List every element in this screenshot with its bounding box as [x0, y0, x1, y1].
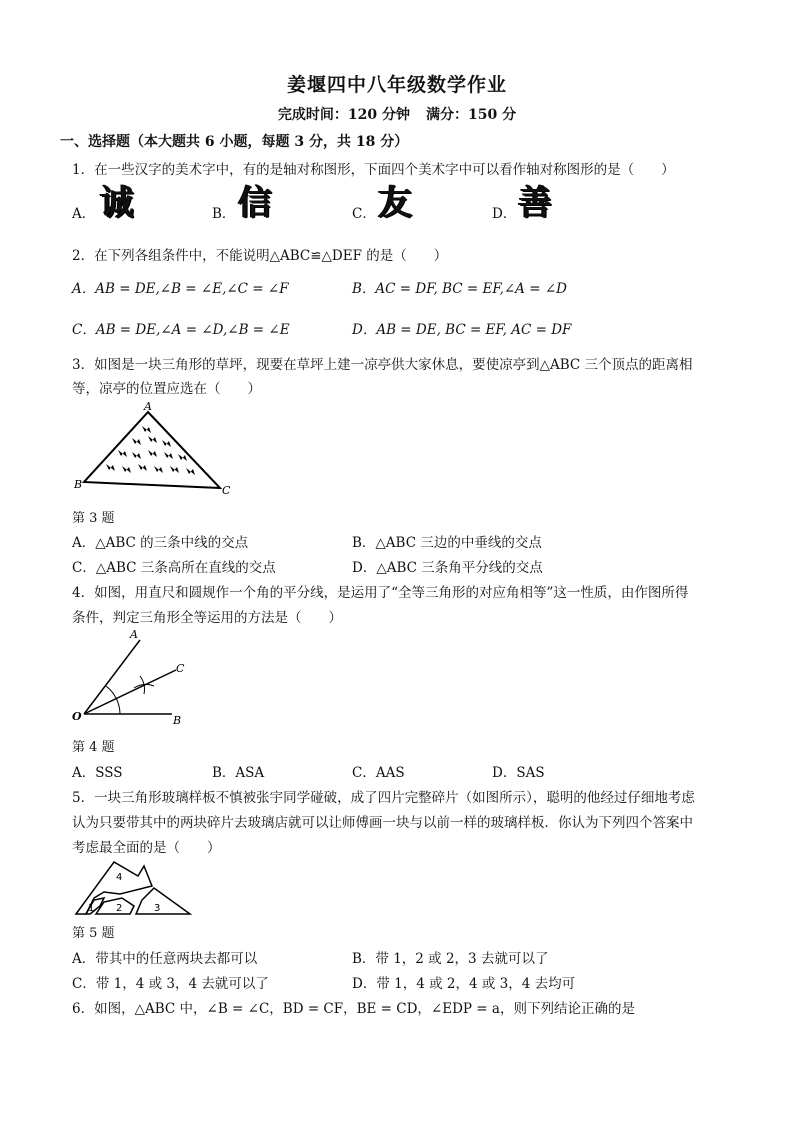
q5-option-a: A．带其中的任意两块去都可以 — [72, 951, 258, 967]
ray-oa — [84, 640, 140, 714]
piece-3-label: 3 — [154, 903, 161, 914]
q5-option-c: C．带 1，4 或 3，4 去就可以了 — [72, 976, 269, 992]
q1-option-c-label: C． — [352, 206, 376, 222]
q4-stem-line2: 条件，判定三角形全等运用的方法是（ ） — [72, 610, 342, 626]
point-a-label: A — [130, 628, 138, 641]
ray-oc — [84, 670, 176, 714]
q2-option-b: B．AC = DF, BC = EF,∠A = ∠D — [352, 281, 567, 297]
q1-stem: 1．在一些汉字的美术字中，有的是轴对称图形，下面四个美术字中可以看作轴对称图形的是（ ） — [72, 162, 675, 178]
q1-option-b-glyph: 信 — [238, 183, 272, 223]
piece-2-label: 2 — [116, 903, 123, 914]
q3-option-c: C．△ABC 三条高所在直线的交点 — [72, 560, 276, 576]
q3-option-b: B．△ABC 三边的中垂线的交点 — [352, 535, 542, 551]
q2-option-a: A．AB = DE,∠B = ∠E,∠C = ∠F — [72, 281, 289, 297]
piece-1-label: 1 — [88, 903, 95, 914]
q4-bisector-figure — [72, 626, 202, 731]
q5-stem-line3: 考虑最全面的是（ ） — [72, 840, 221, 856]
q4-option-b: B．ASA — [212, 765, 265, 781]
q3-triangle-figure — [70, 400, 240, 500]
q4-caption: 第 4 题 — [72, 740, 115, 755]
lawn-grass-marks — [106, 426, 195, 475]
q1-option-a-label: A． — [72, 206, 96, 222]
point-o-label: O — [72, 710, 82, 723]
page-subtitle — [0, 104, 794, 124]
piece-4-label: 4 — [116, 872, 123, 883]
point-c-label: C — [176, 662, 185, 675]
piece-2 — [96, 898, 134, 914]
q1-option-d-glyph: 善 — [518, 183, 552, 223]
q4-stem-line1: 4．如图，用直尺和圆规作一个角的平分线，是运用了“全等三角形的对应角相等”这一性质，由作图所得 — [72, 585, 689, 601]
q5-stem-line2: 认为只要带其中的两块碎片去玻璃店就可以让师傅画一块与以前一样的玻璃样板．你认为下列四个答案中 — [72, 815, 693, 831]
q2-stem: 2．在下列各组条件中，不能说明△ABC≌△DEF 的是（ ） — [72, 248, 448, 264]
section-heading: 一、选择题（本大题共 6 小题，每题 3 分，共 18 分） — [60, 134, 409, 150]
point-b-label: B — [173, 714, 182, 727]
vertex-a-label: A — [144, 400, 152, 413]
lawn-triangle — [84, 412, 220, 488]
q5-option-d: D．带 1，4 或 2，4 或 3，4 去均可 — [352, 976, 576, 992]
vertex-c-label: C — [222, 484, 231, 497]
time-limit: 完成时间：120 分钟 — [277, 107, 410, 123]
q3-stem-line1: 3．如图是一块三角形的草坪，现要在草坪上建一凉亭供大家休息，要使凉亭到△ABC 三个顶点的距离相 — [72, 357, 693, 373]
q4-option-a: A．SSS — [72, 765, 123, 781]
q5-glass-figure — [74, 856, 196, 920]
full-score: 满分：150 分 — [426, 107, 517, 123]
vertex-b-label: B — [74, 478, 83, 491]
q4-option-d: D．SAS — [492, 765, 545, 781]
q1-option-a-glyph: 诚 — [100, 183, 132, 223]
piece-3 — [136, 888, 190, 914]
q3-stem-line2: 等，凉亭的位置应选在（ ） — [72, 381, 261, 397]
q1-option-c-glyph: 友 — [378, 183, 412, 223]
q5-option-b: B．带 1，2 或 2，3 去就可以了 — [352, 951, 549, 967]
q1-option-b-label: B． — [212, 206, 236, 222]
q3-option-a: A．△ABC 的三条中线的交点 — [72, 535, 249, 551]
q3-caption: 第 3 题 — [72, 511, 115, 526]
page-title: 姜堰四中八年级数学作业 — [286, 74, 507, 96]
q1-option-d-label: D． — [492, 206, 517, 222]
q4-option-c: C．AAS — [352, 765, 405, 781]
q5-caption: 第 5 题 — [72, 926, 115, 941]
q6-stem: 6．如图，△ABC 中，∠B = ∠C，BD = CF，BE = CD，∠EDP = a，则下列结论正确的是 — [72, 1001, 635, 1017]
q3-option-d: D．△ABC 三条角平分线的交点 — [352, 560, 543, 576]
q2-option-c: C．AB = DE,∠A = ∠D,∠B = ∠E — [72, 322, 290, 338]
q5-stem-line1: 5．一块三角形玻璃样板不慎被张宇同学碰破，成了四片完整碎片（如图所示），聪明的他经过仔细地考虑 — [72, 790, 695, 806]
q2-option-d: D．AB = DE, BC = EF, AC = DF — [352, 322, 572, 338]
